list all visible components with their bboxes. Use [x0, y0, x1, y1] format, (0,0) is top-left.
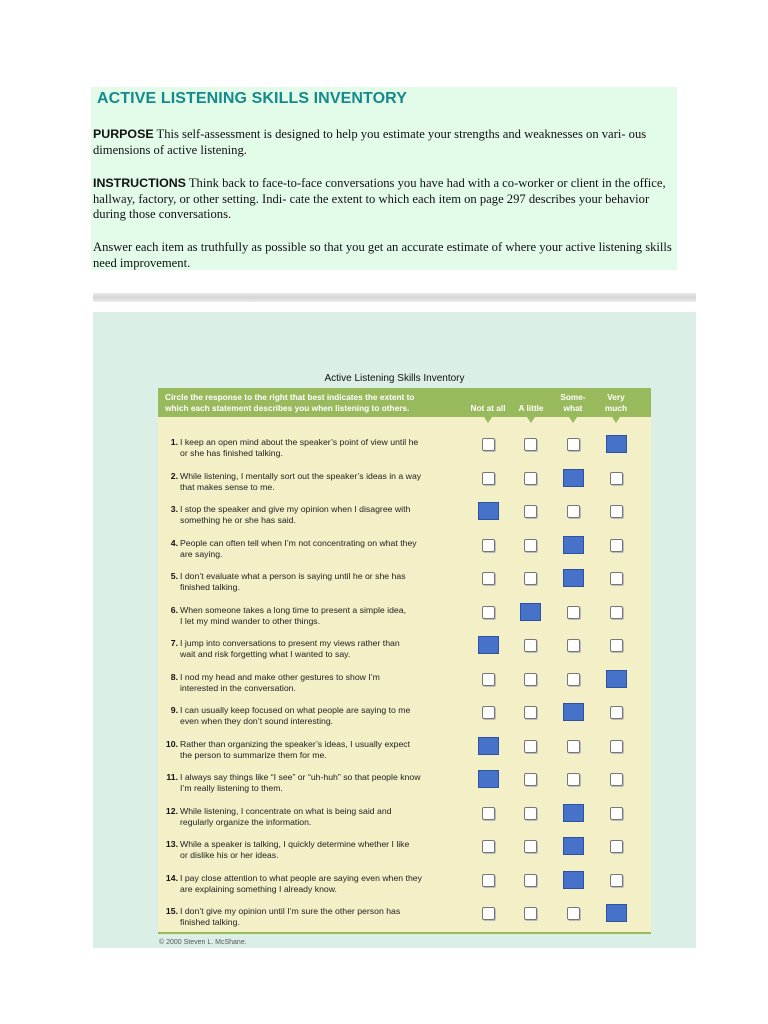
inventory-title: Active Listening Skills Inventory — [324, 373, 465, 384]
item-number: 15. — [165, 906, 178, 916]
statement-line-1: Rather than organizing the speaker’s ideas, I usually expect — [180, 738, 411, 749]
response-checkbox[interactable] — [610, 773, 623, 786]
response-checkbox[interactable] — [524, 438, 537, 451]
response-checkbox[interactable] — [482, 673, 495, 686]
item-statement — [180, 638, 480, 660]
response-checkbox-selected[interactable] — [563, 871, 584, 889]
column-arrow — [527, 417, 535, 423]
response-checkbox[interactable] — [610, 606, 623, 619]
inventory-item — [158, 638, 651, 671]
response-checkbox[interactable] — [567, 740, 580, 753]
response-checkbox-selected[interactable] — [606, 904, 627, 922]
response-checkbox[interactable] — [482, 907, 495, 920]
response-checkbox[interactable] — [567, 773, 580, 786]
inventory-item — [158, 672, 651, 705]
inventory-item — [158, 705, 651, 738]
page-title: ACTIVE LISTENING SKILLS INVENTORY — [97, 90, 407, 107]
response-checkbox-selected[interactable] — [563, 569, 584, 587]
response-checkbox[interactable] — [524, 539, 537, 552]
response-checkbox[interactable] — [524, 572, 537, 585]
response-checkbox[interactable] — [610, 874, 623, 887]
statement-line-2: are saying. — [180, 548, 223, 559]
purpose-paragraph — [93, 127, 673, 158]
header-instructions — [165, 392, 414, 414]
response-checkbox-selected[interactable] — [563, 837, 584, 855]
header-line-1: Circle the response to the right that best indicates the extent to — [165, 392, 415, 402]
inventory-form — [158, 388, 651, 934]
item-statement — [180, 605, 480, 627]
statement-line-1: I keep an open mind about the speaker’s point of view until he — [180, 437, 419, 447]
response-checkbox[interactable] — [482, 438, 495, 451]
column-a-little: A little — [518, 403, 544, 413]
response-checkbox-selected[interactable] — [606, 670, 627, 688]
divider-rule — [93, 293, 696, 302]
item-statement — [180, 906, 480, 928]
statement-line-1: While listening, I mentally sort out the speaker’s ideas in a way — [180, 470, 422, 481]
item-number: 3. — [170, 504, 178, 514]
column-arrow — [612, 417, 620, 423]
column-somewhat: Some- what — [560, 392, 586, 413]
statement-line-1: I nod my head and make other gestures to show I’m — [180, 671, 380, 682]
statement-line-1: I jump into conversations to present my views rather than — [180, 638, 400, 648]
column-arrow — [484, 417, 492, 423]
response-checkbox[interactable] — [567, 907, 580, 920]
statement-line-2: or dislike his or her ideas. — [180, 850, 279, 860]
inventory-item — [158, 906, 651, 939]
form-bottom-rule — [158, 932, 651, 934]
response-checkbox[interactable] — [482, 807, 495, 820]
item-statement — [180, 873, 480, 895]
statement-line-1: I don’t evaluate what a person is saying until he or she has — [180, 571, 406, 581]
response-checkbox[interactable] — [524, 840, 537, 853]
response-checkbox[interactable] — [524, 706, 537, 719]
statement-line-1: I always say things like “I see” or “uh-huh” so that people know — [180, 772, 421, 782]
response-checkbox[interactable] — [482, 606, 495, 619]
item-number: 14. — [165, 872, 178, 883]
response-checkbox-selected[interactable] — [478, 636, 499, 654]
intro-box — [91, 87, 677, 270]
response-checkbox[interactable] — [610, 639, 623, 652]
response-checkbox[interactable] — [610, 807, 623, 820]
form-header — [158, 388, 651, 417]
statement-line-2: finished talking. — [180, 917, 240, 927]
item-number: 8. — [170, 671, 178, 682]
response-checkbox-selected[interactable] — [563, 536, 584, 554]
item-statement — [180, 705, 480, 727]
statement-line-1: I can usually keep focused on what people are saying to me — [180, 705, 411, 715]
response-checkbox-selected[interactable] — [563, 469, 584, 487]
statement-line-2: are explaining something I already know. — [180, 883, 337, 894]
response-checkbox[interactable] — [524, 740, 537, 753]
header-line-2: which each statement describes you when listening to others. — [165, 403, 410, 413]
response-checkbox[interactable] — [567, 673, 580, 686]
item-number: 6. — [170, 604, 178, 615]
response-checkbox[interactable] — [524, 639, 537, 652]
column-not-at-all: Not at all — [470, 403, 506, 413]
response-checkbox[interactable] — [610, 505, 623, 518]
response-checkbox[interactable] — [567, 639, 580, 652]
response-checkbox[interactable] — [524, 673, 537, 686]
item-number: 11. — [166, 772, 178, 782]
statement-line-1: I don’t give my opinion until I’m sure the other person has — [180, 906, 401, 916]
inventory-item — [158, 471, 651, 504]
response-checkbox[interactable] — [524, 874, 537, 887]
statement-line-1: While listening, I concentrate on what is being said and — [180, 805, 392, 816]
item-number: 12. — [165, 805, 178, 816]
response-checkbox-selected[interactable] — [478, 502, 499, 520]
response-checkbox[interactable] — [567, 505, 580, 518]
response-checkbox[interactable] — [524, 472, 537, 485]
response-checkbox-selected[interactable] — [563, 703, 584, 721]
statement-line-1: People can often tell when I’m not concentrating on what they — [180, 537, 417, 548]
response-checkbox-selected[interactable] — [563, 804, 584, 822]
response-checkbox[interactable] — [610, 472, 623, 485]
statement-line-2: the person to summarize them for me. — [180, 749, 327, 760]
response-checkbox[interactable] — [524, 907, 537, 920]
item-statement — [180, 806, 480, 828]
statement-line-1: When someone takes a long time to present a simple idea, — [180, 604, 406, 615]
statement-line-2: or she has finished talking. — [180, 448, 283, 458]
item-number: 5. — [170, 571, 178, 581]
statement-line-1: I pay close attention to what people are saying even when they — [180, 872, 422, 883]
inventory-item — [158, 739, 651, 772]
response-checkbox[interactable] — [524, 505, 537, 518]
response-checkbox[interactable] — [610, 840, 623, 853]
item-statement — [180, 839, 480, 861]
statement-line-2: that makes sense to me. — [180, 481, 275, 492]
purpose-lead: PURPOSE — [93, 127, 154, 141]
item-number: 9. — [170, 705, 178, 715]
statement-line-2: I let my mind wander to other things. — [180, 615, 321, 626]
instructions-lead: INSTRUCTIONS — [93, 176, 186, 190]
response-checkbox[interactable] — [567, 606, 580, 619]
item-number: 7. — [170, 638, 178, 648]
instructions-text: Think back to face-to-face conversations you have had with a co-worker or client in the office, hallway, factory, or other setting. Indi- cate the extent to which each item on page 297 describes your behavior during those conversations. — [93, 176, 666, 222]
response-checkbox[interactable] — [482, 572, 495, 585]
inventory-panel — [93, 312, 696, 948]
statement-line-2: finished talking. — [180, 582, 240, 592]
inventory-item — [158, 504, 651, 537]
item-number: 4. — [170, 537, 178, 548]
answer-paragraph: Answer each item as truthfully as possible so that you get an accurate estimate of where your active listening skills need improvement. — [93, 240, 672, 270]
item-statement — [180, 437, 480, 459]
response-checkbox[interactable] — [482, 874, 495, 887]
inventory-item — [158, 571, 651, 604]
statement-line-2: even when they don’t sound interesting. — [180, 716, 334, 726]
response-checkbox-selected[interactable] — [478, 770, 499, 788]
response-checkbox[interactable] — [482, 706, 495, 719]
statement-line-2: I’m really listening to them. — [180, 783, 283, 793]
statement-line-1: While a speaker is talking, I quickly determine whether I like — [180, 839, 410, 849]
response-checkbox[interactable] — [567, 438, 580, 451]
item-statement — [180, 538, 480, 560]
response-checkbox[interactable] — [482, 539, 495, 552]
response-checkbox[interactable] — [610, 539, 623, 552]
response-checkbox[interactable] — [482, 840, 495, 853]
item-statement — [180, 471, 480, 493]
response-checkbox[interactable] — [610, 740, 623, 753]
inventory-item — [158, 772, 651, 805]
inventory-item — [158, 437, 651, 470]
purpose-text: This self-assessment is designed to help you estimate your strengths and weaknesses on vari- ous dimensions of active listening. — [93, 127, 647, 157]
inventory-item — [158, 806, 651, 839]
column-arrow — [569, 417, 577, 423]
copyright-note: © 2000 Steven L. McShane. — [159, 939, 247, 946]
statement-line-2: regularly organize the information. — [180, 816, 312, 827]
item-number: 1. — [170, 437, 178, 447]
item-number: 10. — [165, 738, 178, 749]
item-statement — [180, 504, 480, 526]
item-statement — [180, 739, 480, 761]
statement-line-2: something he or she has said. — [180, 515, 296, 525]
response-checkbox[interactable] — [610, 706, 623, 719]
item-statement — [180, 571, 480, 593]
response-checkbox[interactable] — [610, 572, 623, 585]
item-number: 13. — [165, 839, 178, 849]
inventory-item — [158, 605, 651, 638]
item-number: 2. — [170, 470, 178, 481]
inventory-item — [158, 873, 651, 906]
column-very-much: Very much — [604, 392, 628, 413]
response-checkbox[interactable] — [482, 472, 495, 485]
item-statement — [180, 772, 480, 794]
response-checkbox[interactable] — [524, 807, 537, 820]
response-checkbox-selected[interactable] — [478, 737, 499, 755]
inventory-item — [158, 538, 651, 571]
statement-line-1: I stop the speaker and give my opinion when I disagree with — [180, 504, 411, 514]
statement-line-2: wait and risk forgetting what I wanted to say. — [180, 649, 351, 659]
item-statement — [180, 672, 480, 694]
response-checkbox-selected[interactable] — [520, 603, 541, 621]
response-checkbox-selected[interactable] — [606, 435, 627, 453]
inventory-item — [158, 839, 651, 872]
instructions-paragraph — [93, 176, 673, 223]
response-checkbox[interactable] — [524, 773, 537, 786]
statement-line-2: interested in the conversation. — [180, 682, 296, 693]
